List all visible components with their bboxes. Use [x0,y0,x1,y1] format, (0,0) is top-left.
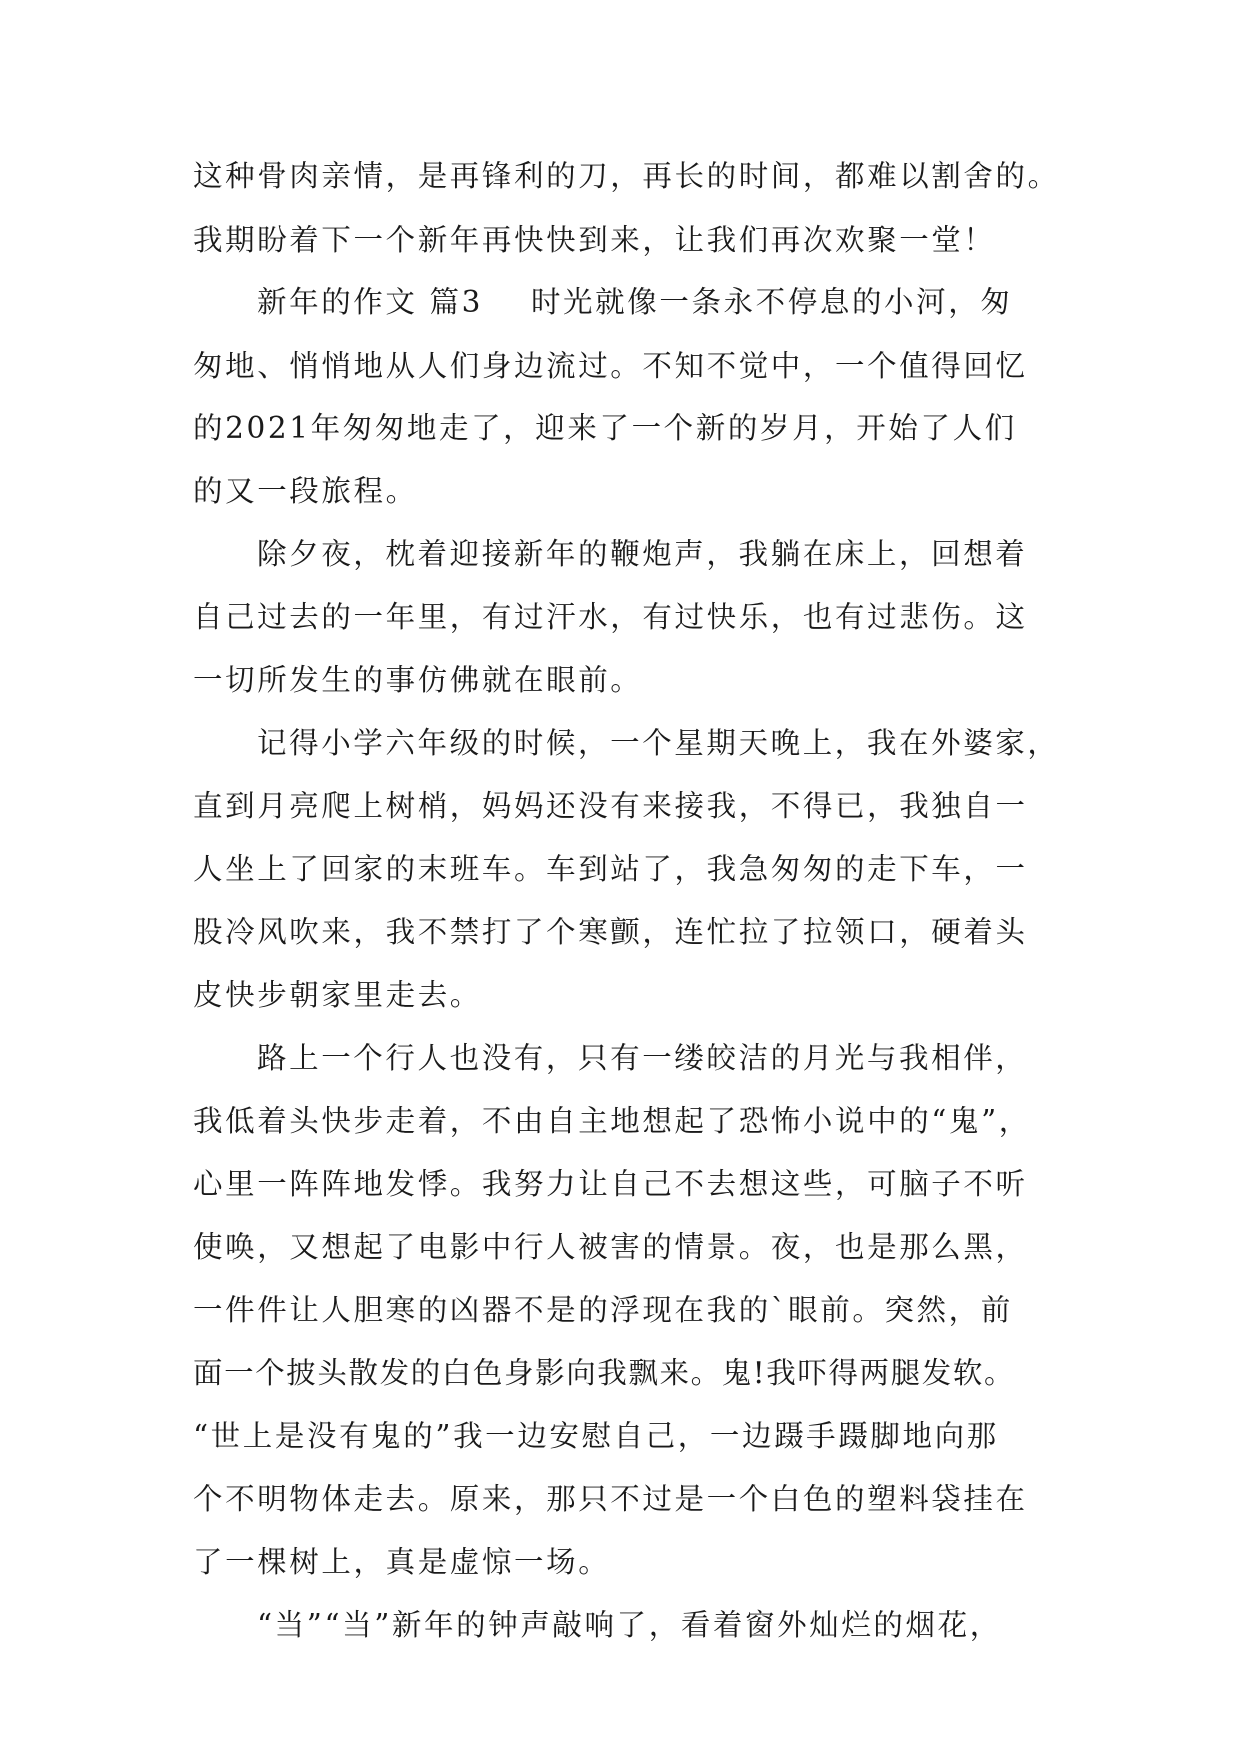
section-heading: 新年的作文 篇3 [257,285,483,319]
text-line: 皮快步朝家里走去。 [193,978,482,1012]
paragraph-start: 路上一个行人也没有，只有一缕皎洁的月光与我相伴， [257,1041,1028,1075]
text-line: 的2021年匆匆地走了，迎来了一个新的岁月，开始了人们 [193,411,1017,445]
text-line: 匆地、悄悄地从人们身边流过。不知不觉中，一个值得回忆 [193,349,1028,383]
text-line: 我低着头快步走着，不由自主地想起了恐怖小说中的“鬼”， [193,1104,1031,1138]
text-line: 我期盼着下一个新年再快快到来，让我们再次欢聚一堂！ [193,223,996,257]
text-line: 一件件让人胆寒的凶器不是的浮现在我的`眼前。突然，前 [193,1293,1013,1327]
text-line: 直到月亮爬上树梢，妈妈还没有来接我，不得已，我独自一 [193,789,1028,823]
text-line: 了一棵树上，真是虚惊一场。 [193,1545,611,1579]
heading-line [257,280,1157,324]
text-line: 一切所发生的事仿佛就在眼前。 [193,663,643,697]
text-line: 使唤，又想起了电影中行人被害的情景。夜，也是那么黑， [193,1230,1028,1264]
paragraph-start: 记得小学六年级的时候，一个星期天晚上，我在外婆家， [257,726,1060,760]
text-line: 股冷风吹来，我不禁打了个寒颤，连忙拉了拉领口，硬着头 [193,915,1028,949]
paragraph-start: “当”“当”新年的钟声敲响了，看着窗外灿烂的烟花， [257,1608,1002,1642]
text-line: 这种骨肉亲情，是再锋利的刀，再长的时间，都难以割舍的。 [193,159,1060,193]
text-span: 时光就像一条永不停息的小河，匆 [530,285,1013,319]
text-line: 心里一阵阵地发悸。我努力让自己不去想这些，可脑子不听 [193,1167,1028,1201]
text-line: 的又一段旅程。 [193,474,418,508]
text-line: 面一个披头散发的白色身影向我飘来。鬼!我吓得两腿发软。 [193,1356,1016,1390]
text-line: “世上是没有鬼的”我一边安慰自己，一边蹑手蹑脚地向那 [193,1419,999,1453]
text-line: 人坐上了回家的末班车。车到站了，我急匆匆的走下车，一 [193,852,1028,886]
text-line: 个不明物体走去。原来，那只不过是一个白色的塑料袋挂在 [193,1482,1028,1516]
text-line: 自己过去的一年里，有过汗水，有过快乐，也有过悲伤。这 [193,600,1028,634]
paragraph-start: 除夕夜，枕着迎接新年的鞭炮声，我躺在床上，回想着 [257,537,1028,571]
